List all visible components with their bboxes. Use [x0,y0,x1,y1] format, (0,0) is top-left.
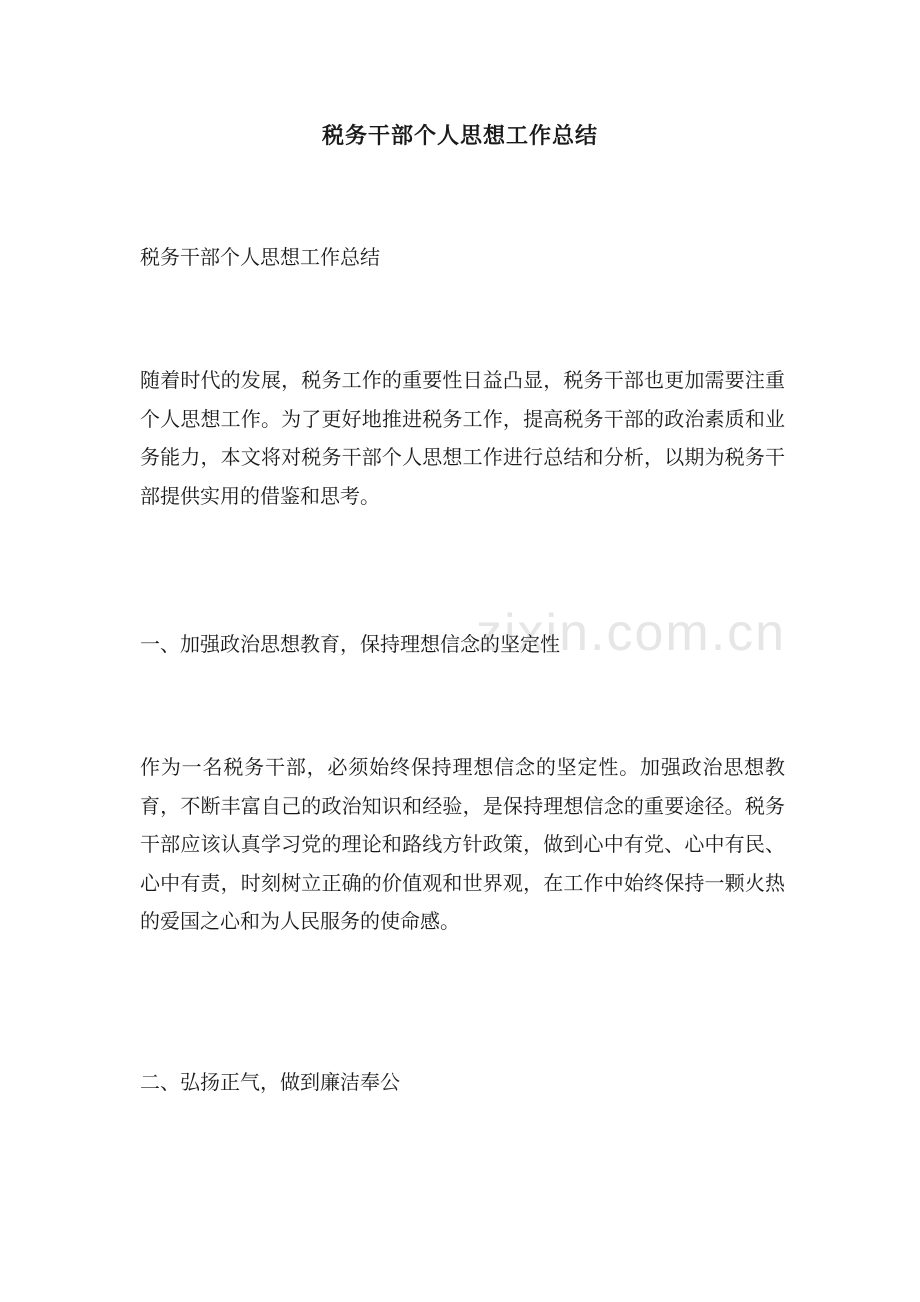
section-1-paragraph: 作为一名税务干部，必须始终保持理想信念的坚定性。加强政治思想教育，不断丰富自己的政治知识和经验，是保持理想信念的重要途径。税务干部应该认真学习党的理论和路线方针政策，做到心中有党、心中有民、心中有责，时刻树立正确的价值观和世界观，在工作中始终保持一颗火热的爱国之心和为人民服务的使命感。 [140,755,785,933]
subtitle-paragraph: 税务干部个人思想工作总结 [140,245,380,269]
intro-paragraph: 随着时代的发展，税务工作的重要性日益凸显，税务干部也更加需要注重个人思想工作。为了更好地推进税务工作，提高税务干部的政治素质和业务能力，本文将对税务干部个人思想工作进行总结和分析，以期为税务干部提供实用的借鉴和思考。 [140,368,785,508]
section-heading-2: 二、弘扬正气，做到廉洁奉公 [140,1070,400,1094]
section-heading-1: 一、加强政治思想教育，保持理想信念的坚定性 [140,632,560,656]
document-title: 税务干部个人思想工作总结 [321,123,598,149]
watermark: zixin.com.cn [476,604,787,662]
